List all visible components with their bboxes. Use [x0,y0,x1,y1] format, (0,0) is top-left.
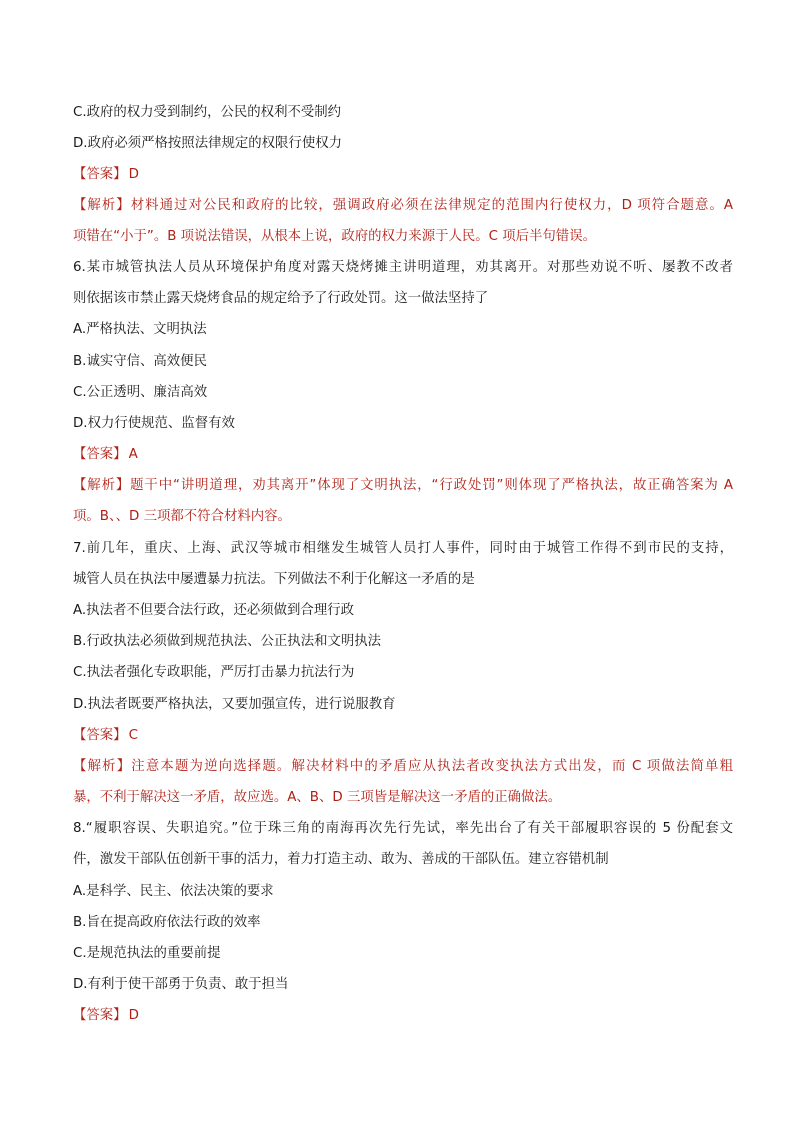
option-d-q8: D.有利于使干部勇于负责、敢于担当 [73,977,289,992]
answer-tag: 【答案】 [73,447,127,462]
question-7-line1: 7.前几年，重庆、上海、武汉等城市相继发生城管人员打人事件，同时由于城管工作得不到市民的支持， [73,541,733,556]
answer-tag: 【答案】 [73,728,127,743]
answer-q7 [73,727,733,745]
answer-value: D [128,1008,139,1023]
analysis-q5-line2: 项错在“小于”。B 项说法错误，从根本上说，政府的权力来源于人民。C 项后半句错误。 [73,229,596,244]
option-d-q5: D.政府必须严格按照法律规定的权限行使权力 [73,136,342,151]
answer-q8 [73,1007,733,1025]
option-a-q6: A.严格执法、文明执法 [73,322,207,337]
option-b-q7: B.行政执法必须做到规范执法、公正执法和文明执法 [73,634,382,649]
answer-q6 [73,446,733,464]
analysis-q6-line1: 【解析】题干中“讲明道理，劝其离开”体现了文明执法，“行政处罚”则体现了严格执法，故正确答案为 A [73,478,733,493]
option-a-q7: A.执法者不但要合法行政，还必须做到合理行政 [73,603,354,618]
option-b-q6: B.诚实守信、高效便民 [73,354,207,369]
answer-value: D [128,167,139,182]
analysis-q7-line2: 暴，不利于解决这一矛盾，故应选。A、B、D 三项皆是解决这一矛盾的正确做法。 [73,790,562,805]
analysis-q5-line1: 【解析】材料通过对公民和政府的比较，强调政府必须在法律规定的范围内行使权力，D 项符合题意。A [73,198,733,213]
option-d-q7: D.执法者既要严格执法，又要加强宣传，进行说服教育 [73,697,396,712]
option-a-q8: A.是科学、民主、依法决策的要求 [73,884,274,899]
option-c-q7: C.执法者强化专政职能，严厉打击暴力抗法行为 [73,665,355,680]
answer-tag: 【答案】 [73,1008,127,1023]
option-c-q8: C.是规范执法的重要前提 [73,946,221,961]
option-c-q6: C.公正透明、廉洁高效 [73,385,208,400]
analysis-q7-line1: 【解析】注意本题为逆向选择题。解决材料中的矛盾应从执法者改变执法方式出发，而 C 项做法简单粗 [73,759,733,774]
option-d-q6: D.权力行使规范、监督有效 [73,416,235,431]
answer-value: A [128,447,138,462]
analysis-q6-line2: 项。B、、D 三项都不符合材料内容。 [73,509,291,524]
question-8-line1: 8.“履职容误、失职追究。”位于珠三角的南海再次先行先试，率先出台了有关干部履职容误的 5 份配套文 [73,821,733,836]
answer-tag: 【答案】 [73,167,127,182]
question-6-line2: 则依据该市禁止露天烧烤食品的规定给予了行政处罚。这一做法坚持了 [73,291,489,306]
answer-q5 [73,166,733,184]
question-8-line2: 件，激发干部队伍创新干事的活力，着力打造主动、敢为、善成的干部队伍。建立容错机制 [73,852,609,867]
option-c-q5: C.政府的权力受到制约，公民的权利不受制约 [73,105,342,120]
question-6-line1: 6.某市城管执法人员从环境保护角度对露天烧烤摊主讲明道理，劝其离开。对那些劝说不听、屡教不改者 [73,260,733,275]
answer-value: C [128,728,138,743]
option-b-q8: B.旨在提高政府依法行政的效率 [73,915,261,930]
question-7-line2: 城管人员在执法中屡遭暴力抗法。下列做法不利于化解这一矛盾的是 [73,572,475,587]
